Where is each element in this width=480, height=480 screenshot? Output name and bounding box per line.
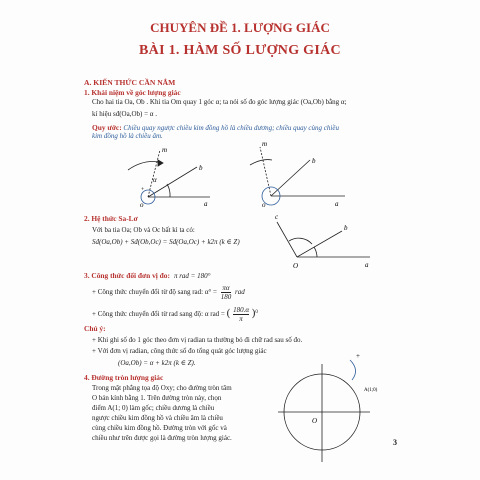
fig1-label-m: m: [162, 146, 168, 154]
note-bullet1: + Khi ghi số đo 1 góc theo đơn vị radian ta thường bỏ đi chữ rad sau số đo.: [92, 336, 303, 344]
s3-bullet1-text: Công thức chuyển đổi từ độ sang rad: α° =: [97, 288, 217, 297]
s3-heading: 3. Công thức đổi đơn vị đo:: [84, 271, 170, 280]
note-heading: Chú ý:: [84, 324, 106, 333]
s3-bullet1: + Công thức chuyển đổi từ độ sang rad: α° = $\frac{\pi\alpha}{180}$ rad: [92, 284, 245, 301]
fig3-label-a: a: [365, 261, 369, 269]
note-formula: (Oa,Ob) = α + k2π (k ∈ Z).: [118, 359, 196, 367]
fig3-label-o: O: [293, 262, 299, 270]
s4-line-1: O bán kính bằng 1. Trên đường tròn này, chọn: [92, 394, 222, 402]
rule-label: Quy ước:: [92, 123, 122, 132]
unit-circle-figure: [278, 360, 370, 462]
fig1-label-a: a: [204, 200, 208, 208]
fig1-label-b: b: [199, 164, 203, 172]
s1-line1: Cho hai tia Oa, Ob . Khi tia Om quay 1 góc α; ta nói số đo góc lượng giác (Oa,Ob) bằng α;: [92, 98, 347, 106]
section-a-heading: A. KIẾN THỨC CẦN NẮM: [84, 78, 176, 87]
s4-line-2: điểm A(1; 0) làm gốc; chiều dương là chiều: [92, 404, 215, 412]
s3-heading-formula: π rad = 180°: [173, 272, 211, 280]
fig2-label-o: o: [262, 201, 266, 209]
s4-line-3: ngược chiều kim đồng hồ và chiều âm là chiều: [92, 414, 223, 422]
fraction-rad-deg: $\frac{180.\alpha}{\pi}$: [233, 306, 249, 323]
s4-line-4: cùng chiều kim đồng hồ. Đường tròn với gốc và: [92, 424, 227, 432]
note-bullet2: + Với đơn vị radian, công thức số đo tổng quát góc lượng giác: [92, 347, 267, 355]
fig4-label-a: A(1;0): [364, 388, 378, 393]
s4-line-5: chiều như trên được gọi là đường tròn lượng giác.: [92, 434, 232, 442]
s3-bullet2-text: Công thức chuyển đổi từ rad sang độ: α rad =: [97, 310, 225, 319]
rule-text-1: Chiều quay ngược chiều kim đồng hồ là chiều dương; chiều quay cùng chiều: [123, 124, 339, 132]
rule-text-2: kim đồng hồ là chiều âm.: [92, 132, 163, 140]
s1-heading: 1. Khái niệm về góc lượng giác: [84, 88, 181, 97]
fig2-label-b: b: [312, 157, 316, 165]
s2-heading: 2. Hệ thức Sa-Lơ: [84, 214, 138, 223]
page-number: 3: [393, 438, 397, 447]
lesson-title: BÀI 1. HÀM SỐ LƯỢNG GIÁC: [139, 43, 341, 58]
chasles-figure: [277, 222, 370, 257]
angle-figure-positive: [128, 150, 210, 204]
fig2-label-m: m: [262, 140, 268, 148]
fig4-label-plus: +: [356, 352, 360, 360]
fig3-label-b: b: [344, 224, 348, 232]
fig3-label-c: c: [275, 213, 279, 221]
s4-heading: 4. Đường tròn lượng giác: [84, 373, 164, 382]
chapter-title: CHUYÊN ĐỀ 1. LƯỢNG GIÁC: [150, 20, 330, 35]
s3-bullet2: + Công thức chuyển đổi từ rad sang độ: α rad = ( $\frac{180.\alpha}{\pi}$ )$^0$: [92, 306, 258, 323]
angle-figure-negative: [250, 147, 345, 205]
fig2-label-a: a: [335, 200, 339, 208]
s2-formula: Sđ(Oa,Ob) + Sđ(Ob,Oc) = Sđ(Oa,Oc) + k2π (k ∈ Z): [92, 238, 240, 246]
fig4-label-o: O: [312, 417, 318, 425]
fraction-deg-rad: $\frac{\pi\alpha}{180}$: [220, 284, 232, 301]
fig1-label-plus: +: [141, 187, 145, 193]
s4-line-0: Trong mặt phẳng tọa độ Oxy; cho đường tròn tâm: [92, 384, 232, 392]
s2-line1: Với ba tia Oa; Ob và Oc bất kì ta có:: [92, 226, 195, 234]
fig1-label-alpha: α: [153, 176, 157, 184]
s1-line2: kí hiệu sđ(Oa,Ob) = α .: [92, 110, 157, 118]
fig1-label-o: o: [140, 201, 144, 209]
